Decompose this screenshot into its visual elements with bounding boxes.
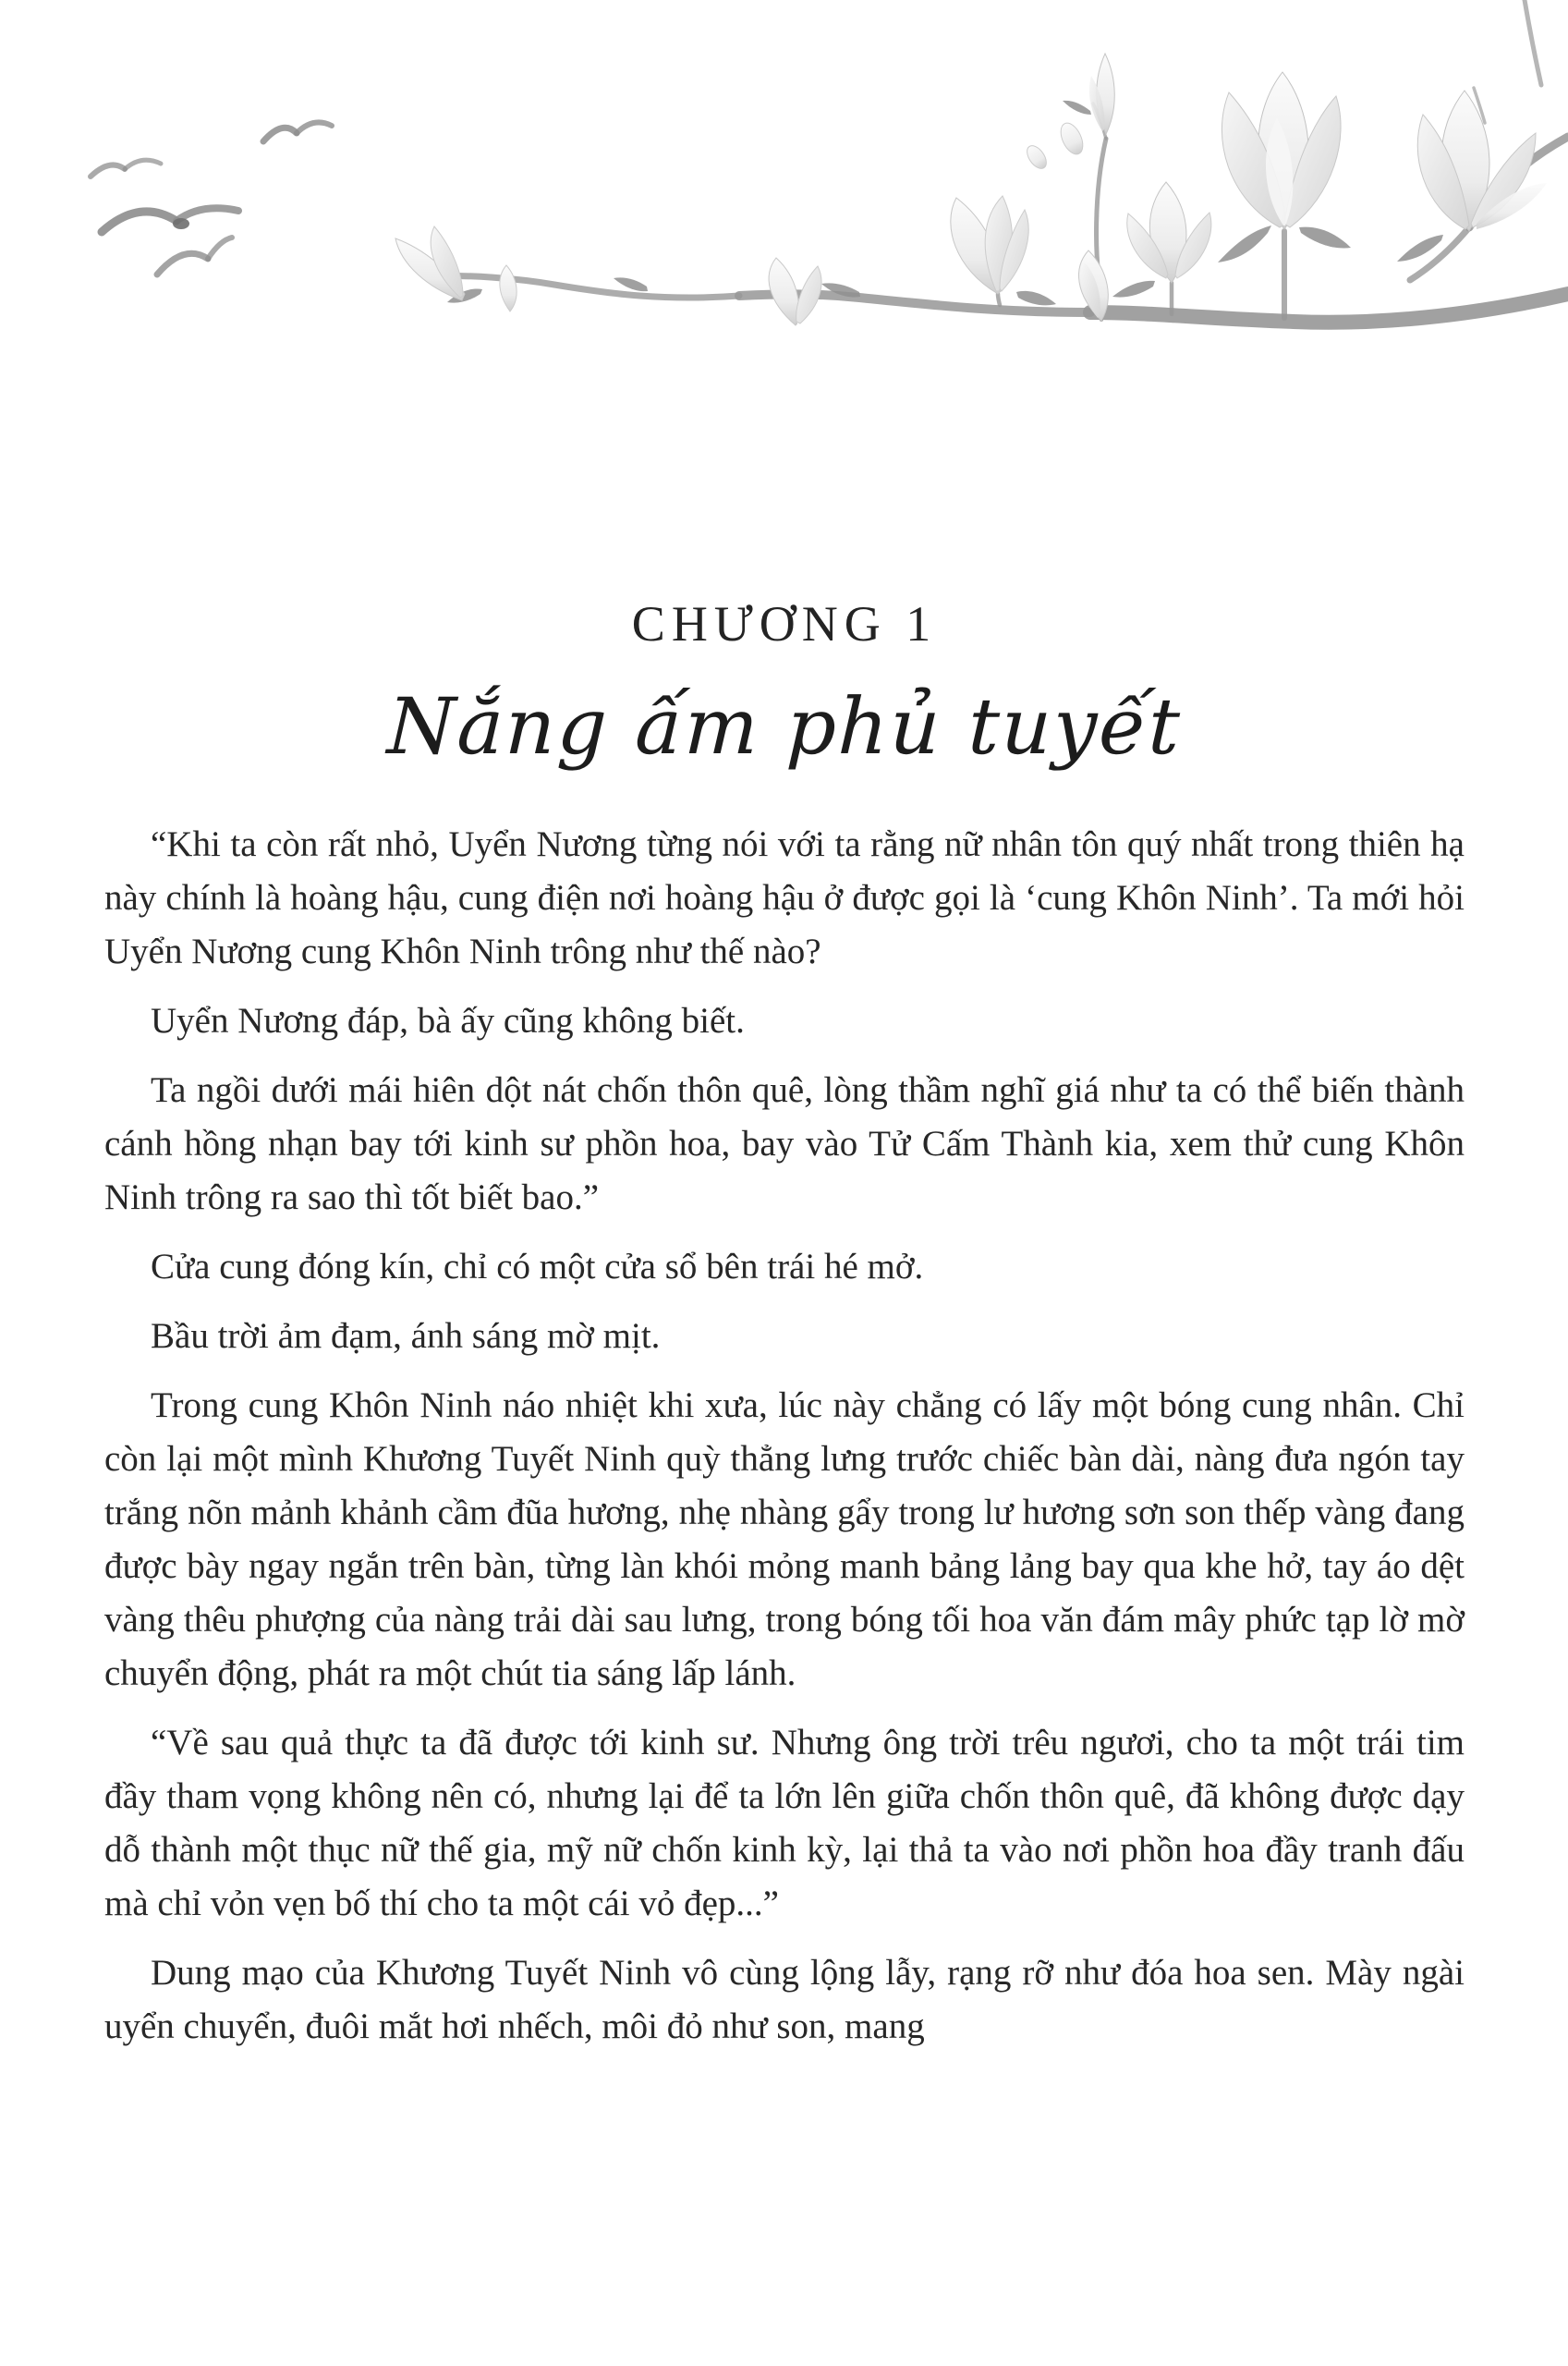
paragraph: Bầu trời ảm đạm, ánh sáng mờ mịt. <box>151 1315 661 1356</box>
chapter-number: CHƯƠNG 1 <box>631 596 938 652</box>
chapter-content <box>104 0 1465 2069</box>
paragraph: Ta ngồi dưới mái hiên dột nát chốn thôn quê, lòng thầm nghĩ giá như ta có thể biến thành cánh hồng nhạn bay tới kinh sư phồn hoa, bay vào Tử Cấm Thành kia, xem thử cung Khôn Ninh trông ra sao thì tốt biết bao.” <box>104 1069 1465 1217</box>
paragraph: Cửa cung đóng kín, chỉ có một cửa sổ bên trái hé mở. <box>151 1246 924 1287</box>
paragraph: Dung mạo của Khương Tuyết Ninh vô cùng lộng lẫy, rạng rỡ như đóa hoa sen. Mày ngài uyển chuyển, đuôi mắt hơi nhếch, môi đỏ như son, mang <box>104 1952 1465 2046</box>
chapter-body <box>104 818 1465 2054</box>
paragraph: “Khi ta còn rất nhỏ, Uyển Nương từng nói với ta rằng nữ nhân tôn quý nhất trong thiên hạ này chính là hoàng hậu, cung điện nơi hoàng hậu ở được gọi là ‘cung Khôn Ninh’. Ta mới hỏi Uyển Nương cung Khôn Ninh trông như thế nào? <box>104 823 1465 971</box>
chapter-title: Nắng ấm phủ tuyết <box>385 681 1184 772</box>
paragraph: Uyển Nương đáp, bà ấy cũng không biết. <box>151 1000 745 1041</box>
paragraph: Trong cung Khôn Ninh náo nhiệt khi xưa, lúc này chẳng có lấy một bóng cung nhân. Chỉ còn lại một mình Khương Tuyết Ninh quỳ thẳng lưng trước chiếc bàn dài, nàng đưa ngón tay trắng nõn mảnh khảnh cầm đũa hương, nhẹ nhàng gẩy trong lư hương sơn son thếp vàng đang được bày ngay ngắn trên bàn, từng làn khói mỏng manh bảng lảng bay qua khe hở, tay áo dệt vàng thêu phượng của nàng trải dài sau lưng, trong bóng tối hoa văn đám mây phức tạp lờ mờ chuyển động, phát ra một chút tia sáng lấp lánh. <box>104 1384 1465 1693</box>
paragraph: “Về sau quả thực ta đã được tới kinh sư. Nhưng ông trời trêu ngươi, cho ta một trái tim đầy tham vọng không nên có, nhưng lại để ta lớn lên giữa chốn thôn quê, đã không được dạy dỗ thành một thục nữ thế gia, mỹ nữ chốn kinh kỳ, lại thả ta vào nơi phồn hoa đầy tranh đấu mà chỉ vỏn vẹn bố thí cho ta một cái vỏ đẹp...” <box>104 1722 1465 1923</box>
